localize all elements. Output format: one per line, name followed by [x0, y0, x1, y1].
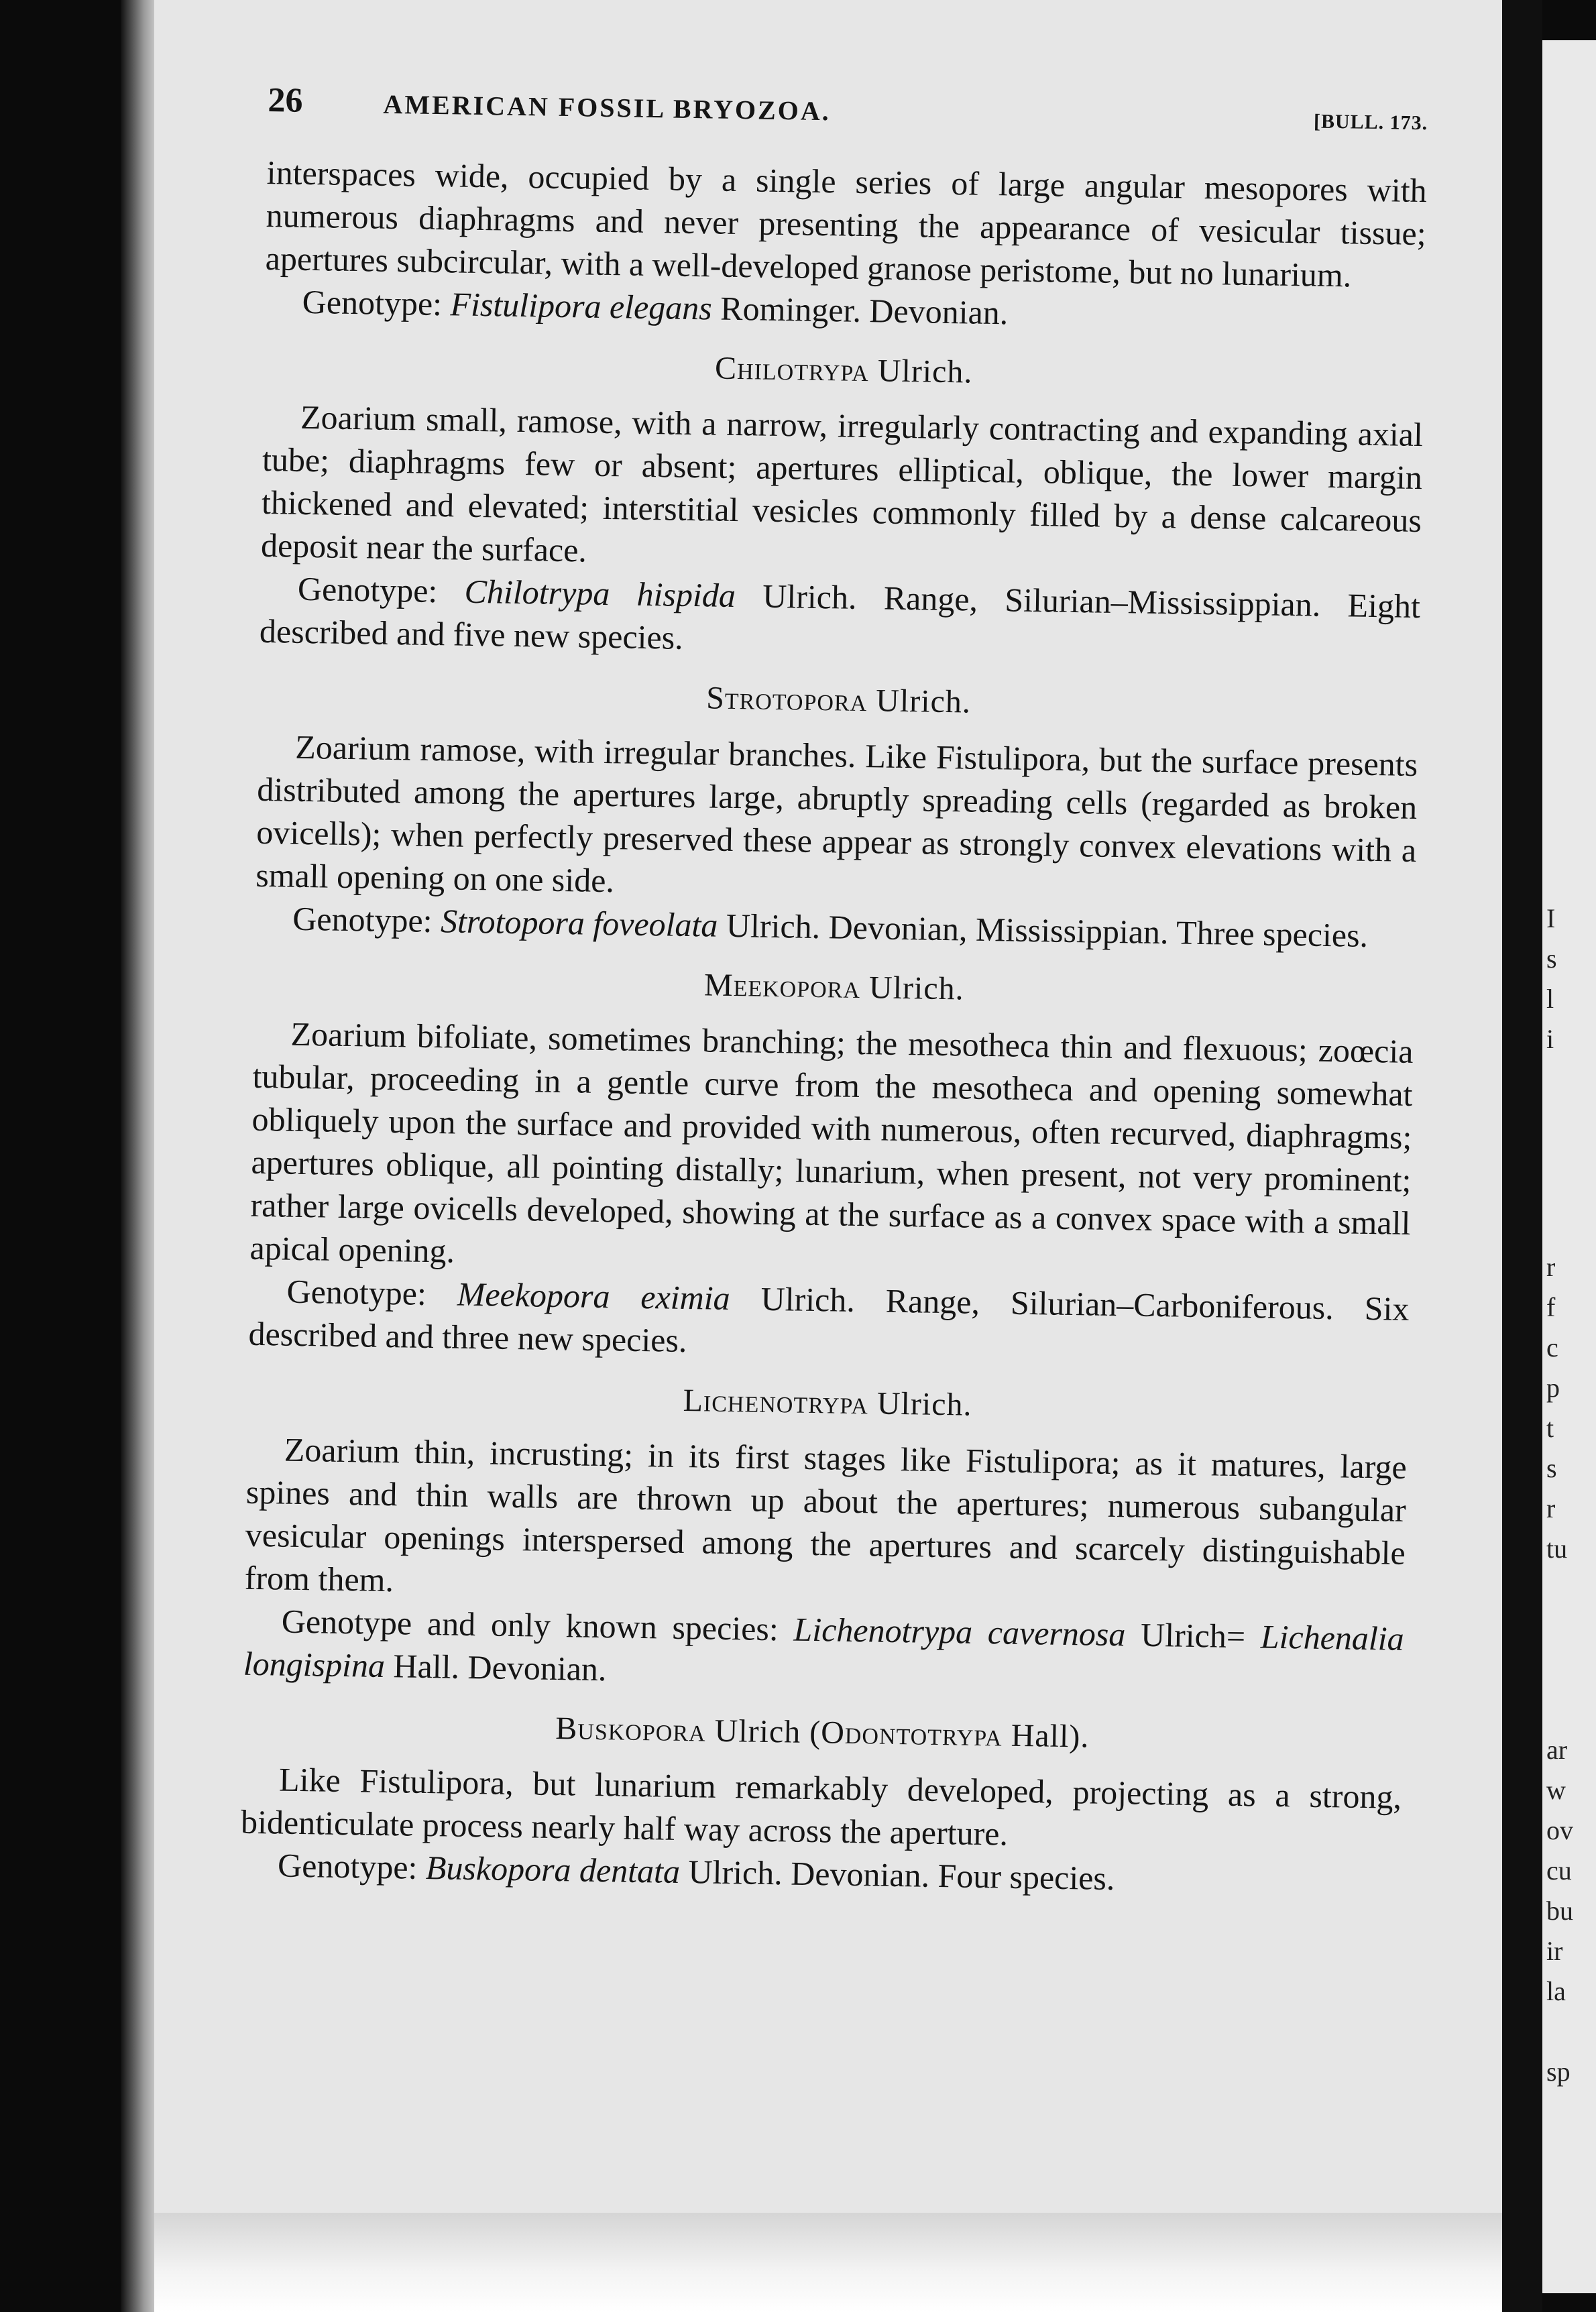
- genotype-label: Genotype:: [292, 899, 433, 939]
- genotype-rest: Ulrich. Range, Silurian–Mississippian. Eight described and five new species.: [259, 577, 1421, 656]
- genus-section: [240, 1702, 1403, 1904]
- facing-letter: l: [1546, 984, 1554, 1014]
- facing-letter: cu: [1546, 1855, 1572, 1886]
- genotype-label: Genotype:: [302, 282, 443, 323]
- genus-section: [248, 957, 1414, 1373]
- genotype-rest: Ulrich. Devonian. Four species.: [688, 1853, 1115, 1898]
- genus-name: Chilotrypa: [714, 350, 870, 389]
- genus-name: Lichenotrypa: [683, 1382, 869, 1422]
- genotype-rest: Ulrich. Devonian, Mississippian. Three species.: [726, 906, 1369, 954]
- genotype-label: Genotype:: [286, 1272, 427, 1312]
- genus-name: Meekopora: [703, 967, 861, 1006]
- facing-letter: t: [1546, 1413, 1554, 1443]
- facing-letter: r: [1546, 1252, 1556, 1282]
- synonym-genus-name: Odontotrypa: [820, 1715, 1003, 1753]
- intro-paragraph: interspaces wide, occupied by a single series of large angular mesopores with numerous diaphragms and never presenting the appearance of vesicular tissue; apertures subcircular, with a well-developed granose peristome, but no lunarium.: [265, 153, 1428, 294]
- genus-description: Like Fistulipora, but lunarium remarkably developed, projecting as a strong, bidenticulate process nearly half way across the aperture.: [240, 1760, 1402, 1853]
- genus-heading: [258, 670, 1419, 731]
- facing-letter: s: [1546, 1453, 1557, 1483]
- genus-author: Ulrich.: [875, 683, 972, 720]
- genus-name: Strotopora: [705, 680, 868, 719]
- page-bottom-edge: [154, 2213, 1529, 2312]
- running-title: AMERICAN FOSSIL BRYOZOA.: [383, 89, 832, 127]
- genus-description: Zoarium small, ramose, with a narrow, irregularly contracting and expanding axial tube; diaphragms few or absent; apertures elliptical, oblique, the lower margin thickened and elevated; interstitial vesicles commonly filled by a dense calcareous deposit near the surface.: [260, 398, 1424, 569]
- genotype-label: Genotype and only known species:: [281, 1602, 779, 1648]
- facing-letter: p: [1546, 1373, 1560, 1403]
- facing-letter: s: [1546, 943, 1557, 974]
- facing-letter: ir: [1546, 1936, 1563, 1966]
- genus-section: [260, 340, 1424, 671]
- facing-letter: r: [1546, 1493, 1556, 1523]
- genus-genotype: [243, 1599, 1404, 1703]
- facing-page-fragment: [1542, 40, 1596, 2293]
- facing-letter: w: [1546, 1775, 1566, 1805]
- genus-description: Zoarium ramose, with irregular branches. Like Fistulipora, but the surface presents distributed among the apertures large, abruptly spreading cells (regarded as broken ovicells); when perfectly preserved these appear as strongly convex elevations with a small opening on one side.: [255, 728, 1418, 900]
- facing-letter: sp: [1546, 2057, 1571, 2087]
- genus-author: Ulrich.: [868, 970, 965, 1007]
- facing-letter: ar: [1546, 1735, 1568, 1765]
- synonym-rest: Hall. Devonian.: [393, 1647, 607, 1688]
- genus-section: [243, 1373, 1408, 1703]
- genotype-species: Strotopora foveolata: [440, 902, 718, 944]
- genotype-label: Genotype:: [277, 1846, 418, 1886]
- genus-description: Zoarium bifoliate, sometimes branching; the mesotheca thin and flexuous; zoœcia tubular, proceeding in a gentle curve from the mesotheca and opening somewhat obliquely upon the surface and provided with numerous, often recurved, diaphragms; apertures oblique, all pointing distally; lunarium, when present, not very prominent; rather large ovicells developed, showing at the surface as a convex space with a small apical opening.: [249, 1015, 1414, 1270]
- genotype-species: Meekopora eximia: [457, 1275, 731, 1318]
- genotype-species: Lichenotrypa cavernosa: [793, 1610, 1126, 1654]
- genotype-species: Chilotrypa hispida: [464, 572, 736, 615]
- facing-letter: ov: [1546, 1815, 1573, 1845]
- facing-letter: I: [1546, 903, 1556, 933]
- facing-letter: la: [1546, 1976, 1566, 2006]
- page-gutter: [1502, 0, 1542, 2312]
- facing-letter: bu: [1546, 1896, 1573, 1926]
- genus-genotype: [260, 567, 1421, 671]
- genus-section: [255, 670, 1419, 958]
- facing-letter: c: [1546, 1332, 1558, 1363]
- page-text-block: [239, 79, 1428, 1914]
- genus-heading: [264, 340, 1424, 401]
- genus-heading: [242, 1702, 1403, 1764]
- genus-description: Zoarium thin, incrusting; in its first stages like Fistulipora; as it matures, large spines and thin walls are thrown up about the apertures; numerous subangular vesicular openings interspersed among the apertures and scarcely distinguishable from them.: [244, 1430, 1408, 1599]
- intro-continuation: [264, 151, 1427, 341]
- genus-name: Buskopora: [555, 1711, 707, 1749]
- genotype-label: Genotype:: [297, 569, 438, 610]
- facing-letter: i: [1546, 1024, 1554, 1054]
- genus-author: Ulrich.: [877, 353, 973, 390]
- facing-letter: tu: [1546, 1534, 1568, 1564]
- genotype-species: Fistulipora elegans: [450, 285, 713, 327]
- synonym-genus-author: Hall).: [1011, 1717, 1090, 1755]
- facing-letter: f: [1546, 1292, 1556, 1322]
- genotype-rest: Ulrich=: [1140, 1615, 1246, 1656]
- genus-author: Ulrich.: [876, 1385, 972, 1423]
- genus-heading: [253, 957, 1414, 1018]
- genotype-rest: Ulrich. Range, Silurian–Carboniferous. Six described and three new species.: [248, 1279, 1410, 1360]
- genus-heading: [247, 1373, 1408, 1434]
- bulletin-number: [BULL. 173.: [1313, 110, 1428, 135]
- genotype-species: Buskopora dentata: [425, 1849, 681, 1890]
- genus-author: Ulrich (: [714, 1713, 821, 1751]
- genotype-rest: Rominger. Devonian.: [720, 289, 1009, 332]
- synonym-species: Lichenalia longispina: [243, 1617, 1405, 1685]
- page-number: 26: [268, 80, 303, 120]
- genus-genotype: [248, 1269, 1410, 1373]
